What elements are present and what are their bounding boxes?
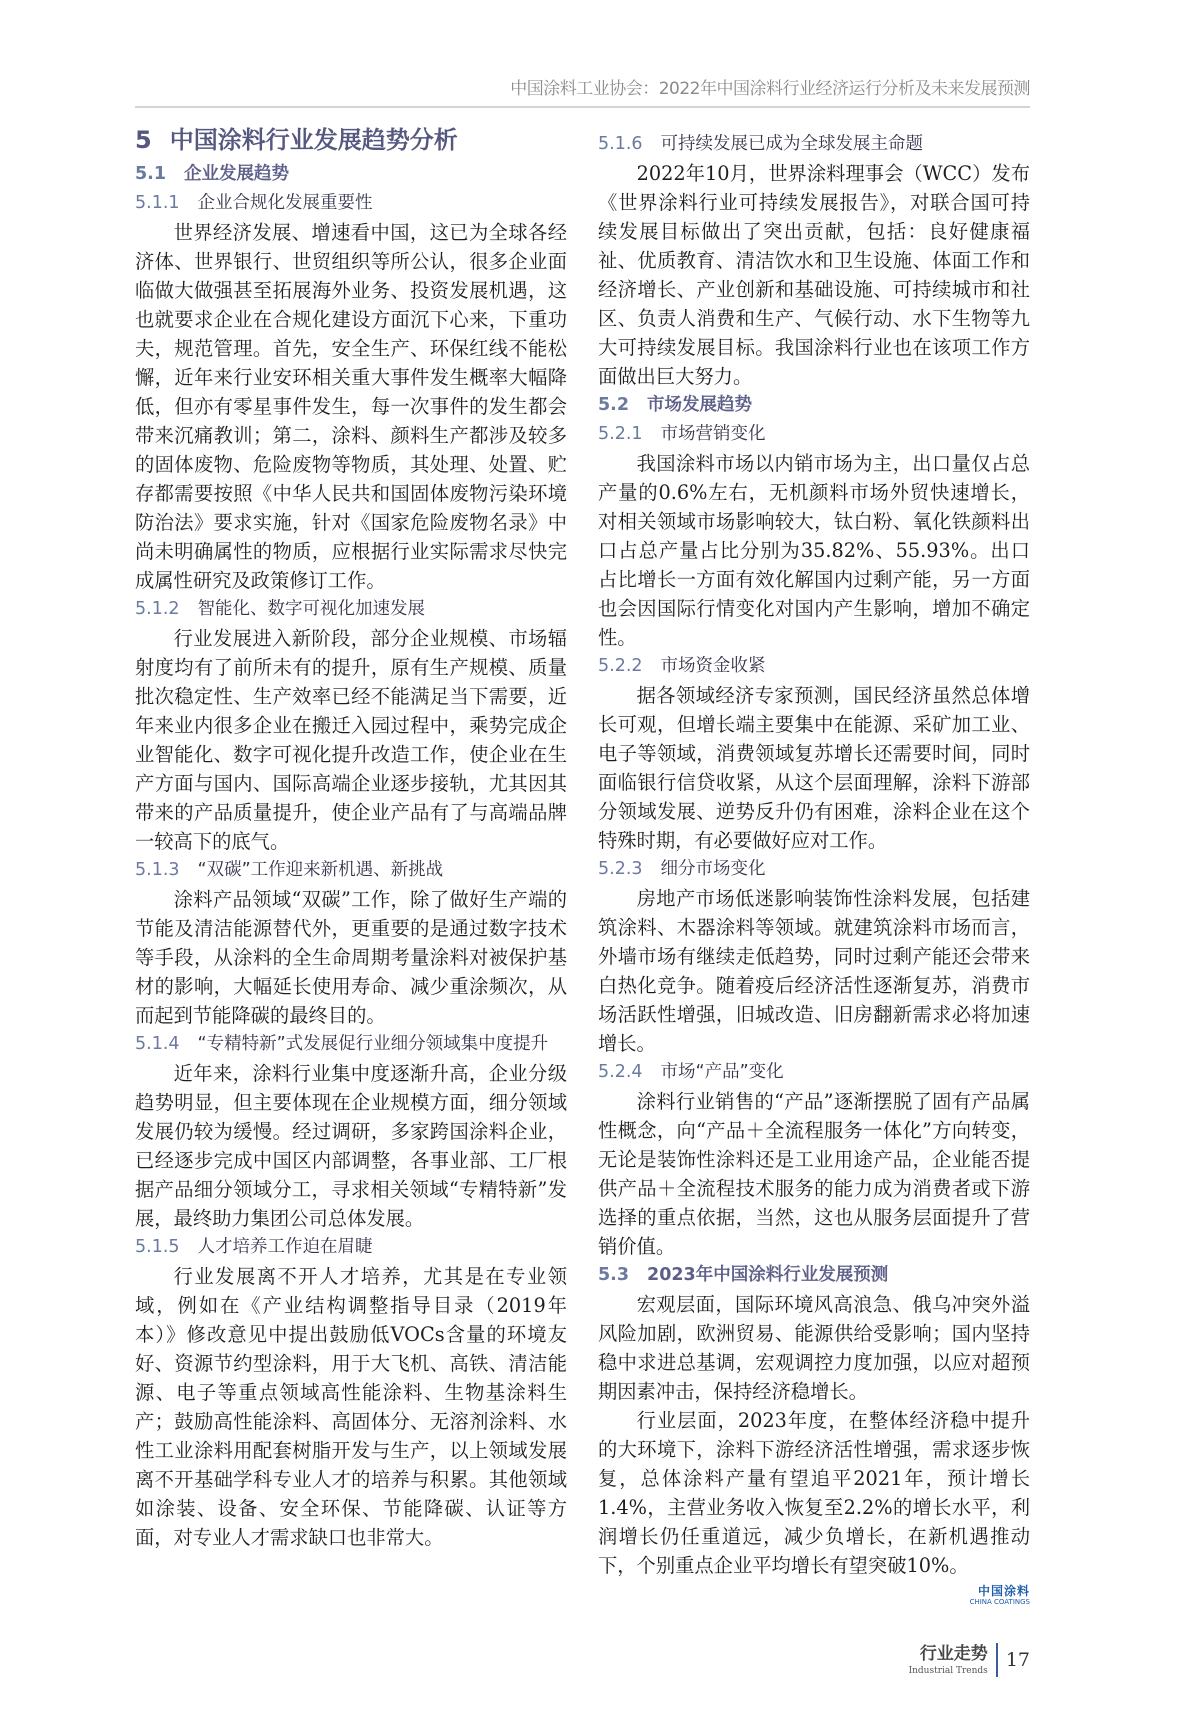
subsubsection-heading [598, 855, 1030, 884]
heading-text: 市场发展趋势 [647, 395, 753, 415]
heading-number: 5.2 [598, 395, 630, 415]
right-column-text [598, 130, 1030, 1580]
body-paragraph: 世界经济发展、增速看中国，这已为全球各经济体、世界银行、世贸组织等所公认，很多企业面临做大做强甚至拓展海外业务、投资发展机遇，这也就要求企业在合规化建设方面沉下心来，下重功夫，规范管理。首先，安全生产、环保红线不能松懈，近年来行业安环相关重大事件发生概率大幅降低，但亦有零星事件发生，每一次事件的发生都会带来沉痛教训；第二，涂料、颜料生产都涉及较多的固体废物、危险废物等物质，其处理、处置、贮存都需要按照《中华人民共和国固体废物污染环境防治法》要求实施，针对《国家危险废物名录》中尚未明确属性的物质，应根据行业实际需求尽快完成属性研究及政策修订工作。 [135, 221, 567, 592]
heading-number: 5.1.4 [135, 1034, 180, 1054]
heading-number: 5.1 [135, 164, 167, 184]
heading-number: 5.3 [598, 1265, 630, 1285]
running-header: 中国涂料工业协会：2022年中国涂料行业经济运行分析及未来发展预测 [510, 79, 1030, 99]
body-paragraph: 据各领域经济专家预测，国民经济虽然总体增长可观，但增长端主要集中在能源、采矿加工业、电子等领域，消费领域复苏增长还需要时间，同时面临银行信贷收紧，从这个层面理解，涂料下游部分领域发展、逆势反升仍有困难，涂料企业在这个特殊时期，有必要做好应对工作。 [598, 684, 1030, 852]
body-paragraph: 近年来，涂料行业集中度逐渐升高，企业分级趋势明显，但主要体现在企业规模方面，细分领域发展仍较为缓慢。经过调研，多家跨国涂料企业，已经逐步完成中国区内部调整，各事业部、工厂根据产品细分领域分工，寻求相关领域“专精特新”发展，最终助力集团公司总体发展。 [135, 1062, 567, 1230]
subsubsection-heading [598, 130, 1030, 159]
heading-number: 5.2.2 [598, 656, 643, 676]
subsubsection-heading [598, 1058, 1030, 1087]
heading-text: 市场资金收紧 [660, 656, 766, 676]
footer-section-cn: 行业走势 [919, 1643, 988, 1664]
body-paragraph: 行业层面，2023年度，在整体经济稳中提升的大环境下，涂料下游经济活性增强，需求逐步恢复，总体涂料产量有望追平2021年，预计增长1.4%，主营业务收入恢复至2.2%的增长水平，利润增长仍任重道远，减少负增长，在新机遇推动下，个别重点企业平均增长有望突破10%。 [598, 1409, 1030, 1577]
heading-text: 企业发展趋势 [184, 164, 290, 184]
body-paragraph: 2022年10月，世界涂料理事会（WCC）发布《世界涂料行业可持续发展报告》，对联合国可持续发展目标做出了突出贡献，包括：良好健康福祉、优质教育、清洁饮水和卫生设施、体面工作和经济增长、产业创新和基础设施、可持续城市和社区、负责人消费和生产、气候行动、水下生物等九大可持续发展目标。我国涂料行业也在该项工作方面做出巨大努力。 [598, 162, 1030, 388]
heading-number: 5.1.1 [135, 193, 180, 213]
subsection-heading [598, 1261, 1030, 1290]
heading-text: “双碳”工作迎来新机遇、新挑战 [197, 860, 444, 880]
heading-text: 智能化、数字可视化加速发展 [197, 599, 426, 619]
body-paragraph: 房地产市场低迷影响装饰性涂料发展，包括建筑涂料、木器涂料等领域。就建筑涂料市场而言，外墙市场有继续走低趋势，同时过剩产能还会带来白热化竞争。随着疫后经济活性逐渐复苏，消费市场活跃性增强，旧城改造、旧房翻新需求必将加速增长。 [598, 887, 1030, 1055]
heading-text: 企业合规化发展重要性 [197, 193, 373, 213]
footer-section-en: Industrial Trends [908, 1665, 988, 1676]
subsubsection-heading [135, 595, 567, 624]
logo-text-cn: 中国涂料 [977, 1584, 1030, 1598]
body-paragraph: 行业发展进入新阶段，部分企业规模、市场辐射度均有了前所未有的提升，原有生产规模、质量批次稳定性、生产效率已经不能满足当下需要，近年来业内很多企业在搬迁入园过程中，乘势完成企业智能化、数字可视化提升改造工作，使企业在生产方面与国内、国际高端企业逐步接轨，尤其因其带来的产品质量提升，使企业产品有了与高端品牌一较高下的底气。 [135, 627, 567, 853]
left-column [135, 122, 567, 1552]
subsubsection-heading [135, 1233, 567, 1262]
subsubsection-heading [135, 856, 567, 885]
body-paragraph: 我国涂料市场以内销市场为主，出口量仅占总产量的0.6%左右，无机颜料市场外贸快速增长，对相关领域市场影响较大，钛白粉、氧化铁颜料出口占总产量占比分别为35.82%、55.93%。出口占比增长一方面有效化解国内过剩产能，另一方面也会因国际行情变化对国内产生影响，增加不确定性。 [598, 452, 1030, 649]
right-column [598, 122, 1030, 1607]
heading-number: 5.2.3 [598, 859, 643, 879]
body-paragraph: 涂料产品领域“双碳”工作，除了做好生产端的节能及清洁能源替代外，更重要的是通过数字技术等手段，从涂料的全生命周期考量涂料对被保护基材的影响，大幅延长使用寿命、减少重涂频次，从而起到节能降碳的最终目的。 [135, 888, 567, 1027]
heading-text: 市场营销变化 [660, 424, 766, 444]
subsubsection-heading [135, 189, 567, 218]
heading-text: 2023年中国涂料行业发展预测 [647, 1265, 889, 1285]
subsubsection-heading [135, 1030, 567, 1059]
body-paragraph: 宏观层面，国际环境风高浪急、俄乌冲突外溢风险加剧，欧洲贸易、能源供给受影响；国内坚持稳中求进总基调，宏观调控力度加强，以应对超预期因素冲击，保持经济稳增长。 [598, 1293, 1030, 1403]
heading-number: 5.2.1 [598, 424, 643, 444]
footer-divider [996, 1643, 998, 1677]
section-heading [135, 122, 567, 158]
china-coatings-logo [598, 1584, 1030, 1607]
header-divider [135, 106, 1030, 108]
subsection-heading [135, 160, 567, 189]
page-footer [135, 1643, 1030, 1677]
columns [135, 122, 1030, 1607]
heading-number: 5.1.2 [135, 599, 180, 619]
heading-number: 5.1.3 [135, 860, 180, 880]
logo-text-en: CHINA COATINGS [969, 1598, 1030, 1607]
heading-number: 5 [135, 126, 152, 154]
heading-text: 中国涂料行业发展趋势分析 [169, 126, 458, 154]
heading-number: 5.2.4 [598, 1062, 643, 1082]
page-number: 17 [1005, 1648, 1030, 1671]
subsubsection-heading [598, 420, 1030, 449]
heading-text: 市场“产品”变化 [660, 1062, 784, 1082]
heading-text: 细分市场变化 [660, 859, 766, 879]
subsubsection-heading [598, 652, 1030, 681]
heading-text: “专精特新”式发展促行业细分领域集中度提升 [197, 1034, 549, 1054]
subsection-heading [598, 391, 1030, 420]
body-paragraph: 行业发展离不开人才培养，尤其是在专业领域，例如在《产业结构调整指导目录（2019年本）》修改意见中提出鼓励低VOCs含量的环境友好、资源节约型涂料，用于大飞机、高铁、清洁能源、电子等重点领域高性能涂料、生物基涂料生产；鼓励高性能涂料、高固体分、无溶剂涂料、水性工业涂料用配套树脂开发与生产，以上领域发展离不开基础学科专业人才的培养与积累。其他领域如涂装、设备、安全环保、节能降碳、认证等方面，对专业人才需求缺口也非常大。 [135, 1265, 567, 1549]
heading-number: 5.1.6 [598, 134, 643, 154]
heading-text: 人才培养工作迫在眉睫 [197, 1237, 373, 1257]
heading-text: 可持续发展已成为全球发展主命题 [660, 134, 924, 154]
body-paragraph: 涂料行业销售的“产品”逐渐摆脱了固有产品属性概念，向“产品＋全流程服务一体化”方向转变，无论是装饰性涂料还是工业用途产品，企业能否提供产品＋全流程技术服务的能力成为消费者或下游选择的重点依据，当然，这也从服务层面提升了营销价值。 [598, 1090, 1030, 1258]
heading-number: 5.1.5 [135, 1237, 180, 1257]
